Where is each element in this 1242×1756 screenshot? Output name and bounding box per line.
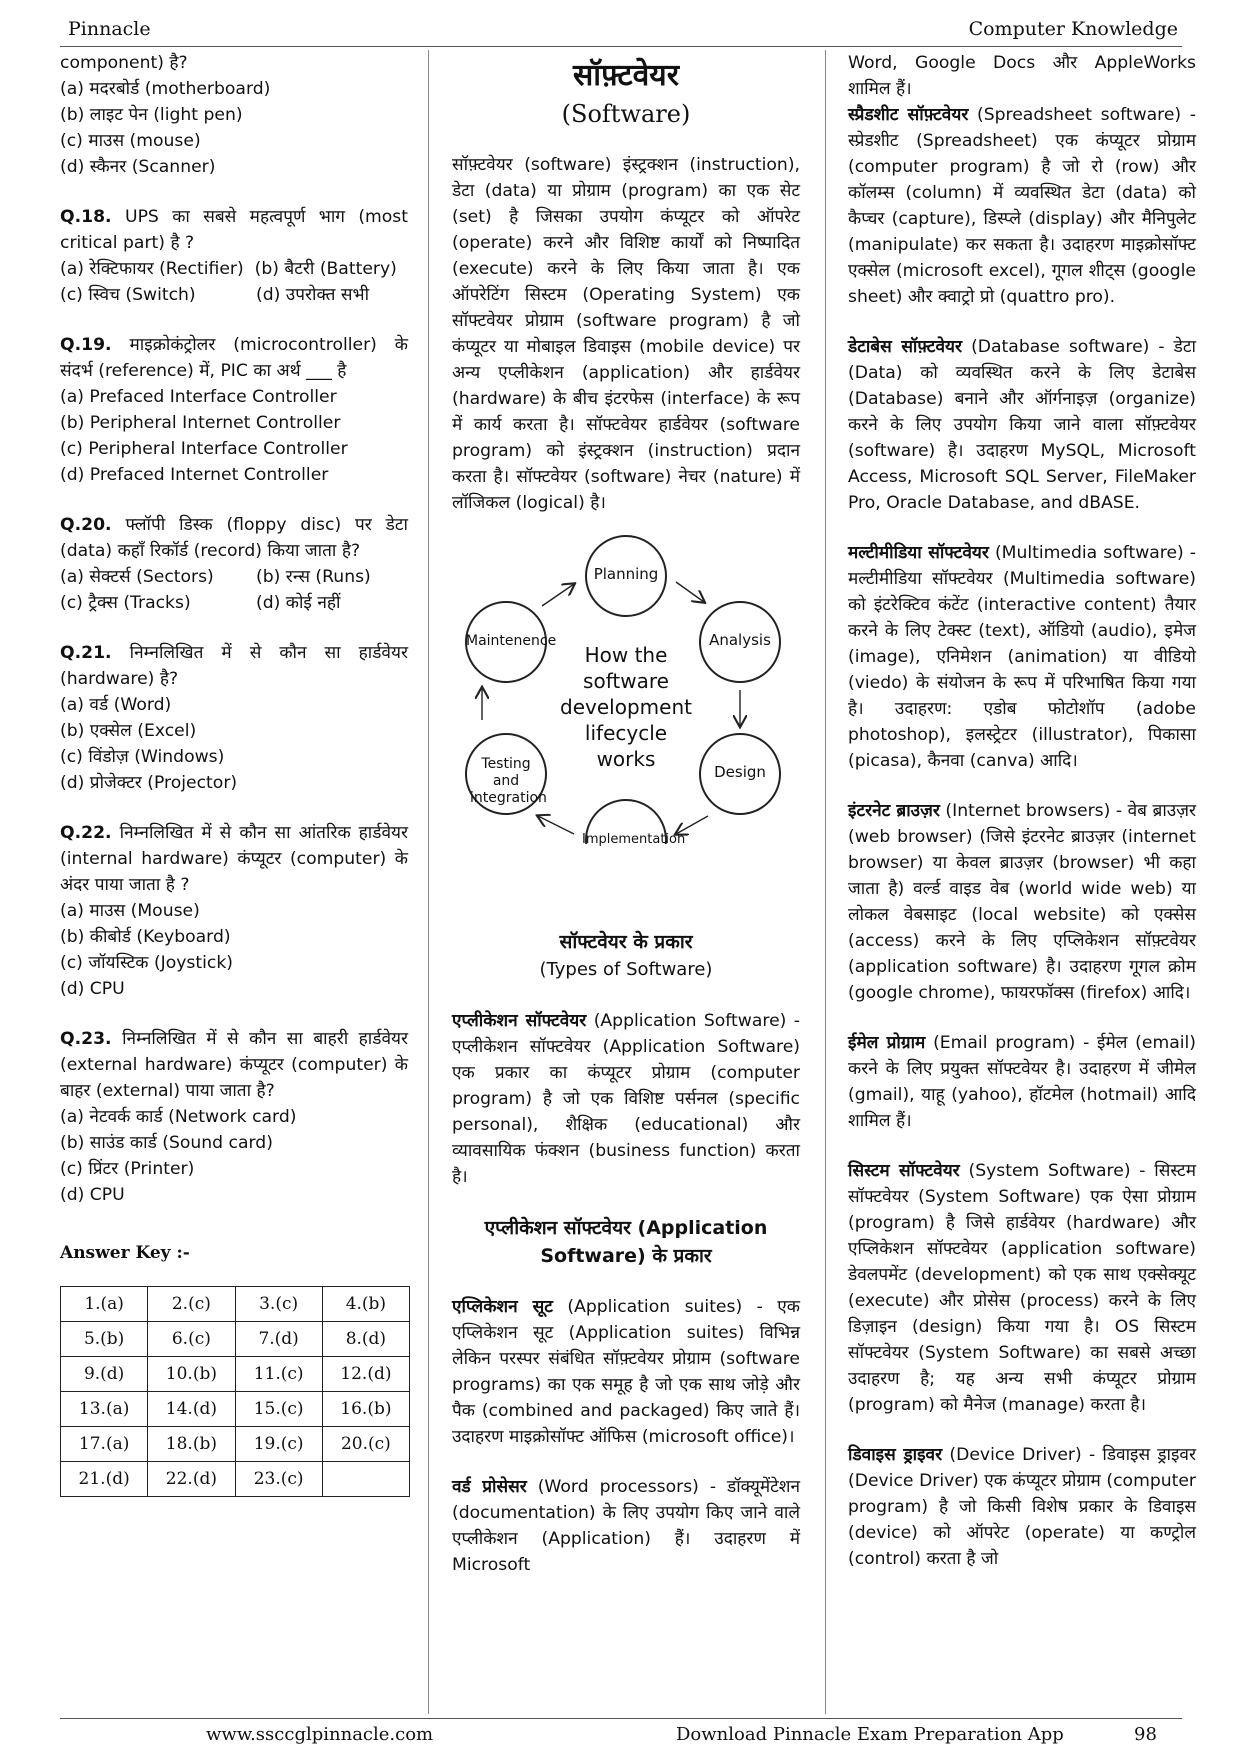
word-processors-text: (Word processors) - डॉक्यूमेंटेशन (documentation) के लिए उपयोग किए जाने वाले एप्लीकेशन (Application) हैं। उदाहरण में Microsoft (452, 1477, 800, 1575)
answer-key-cell: 6.(c) (148, 1322, 235, 1357)
q22-number: Q.22. (60, 823, 112, 843)
answer-key-cell: 7.(d) (235, 1322, 322, 1357)
q19-number: Q.19. (60, 335, 112, 355)
answer-key-cell: 21.(d) (61, 1462, 148, 1497)
q20-option: (b) रन्स (Runs) (256, 567, 371, 587)
q22-text: निम्नलिखित में से कौन सा आंतरिक हार्डवेयर (internal hardware) कंप्यूटर (computer) के अंदर पाया जाता है ? (60, 823, 409, 895)
q20-number: Q.20. (60, 515, 112, 535)
multimedia-para (848, 540, 1196, 774)
q18-options-row (60, 282, 408, 308)
answer-key-title: Answer Key :- (60, 1243, 190, 1263)
column-software-types (848, 50, 1196, 1572)
q19-option: (d) Prefaced Internet Controller (60, 465, 329, 485)
answer-key-cell: 18.(b) (148, 1427, 235, 1462)
answer-key-cell: 10.(b) (148, 1357, 235, 1392)
q23-option: (d) CPU (60, 1185, 125, 1205)
answer-key-cell: 14.(d) (148, 1392, 235, 1427)
q20-options-row (60, 564, 408, 590)
q18-option: (b) बैटरी (Battery) (254, 259, 397, 279)
q18-options-row (60, 256, 408, 282)
q19-option: (a) Prefaced Interface Controller (60, 387, 337, 407)
application-types-title: एप्लीकेशन सॉफ्टवेयर (Application Software) के प्रकार (484, 1217, 768, 1267)
answer-key-cell: 1.(a) (61, 1287, 148, 1322)
internet-browsers-para (848, 798, 1196, 1006)
answer-key-cell: 11.(c) (235, 1357, 322, 1392)
application-suites-heading: एप्लिकेशन सूट (452, 1297, 553, 1317)
answer-key-row (61, 1322, 410, 1357)
q20-question (60, 512, 408, 564)
q20-option: (a) सेक्टर्स (Sectors) (60, 567, 214, 587)
node-maintenence: Maintenence (466, 633, 557, 649)
q21-option: (a) वर्ड (Word) (60, 695, 172, 715)
q18-question (60, 204, 408, 256)
types-subtitle: (Types of Software) (539, 959, 713, 980)
word-processors-heading: वर्ड प्रोसेसर (452, 1477, 527, 1497)
word-processors-para (452, 1474, 800, 1578)
answer-key-cell: 17.(a) (61, 1427, 148, 1462)
software-intro: सॉफ़्टवेयर (software) इंस्ट्रक्शन (instruction), डेटा (data) या प्रोग्राम (program) का एक सेट (set) है जिसका उपयोग कंप्यूटर को ऑपरेट (operate) करने और विशिष्ट कार्यों को निष्पादित (execute) करने के लिए किया जाता है। एक ऑपरेटिंग सिस्टम (Operating System) एक सॉफ्टवेयर प्रोग्राम (software program) है जो कंप्यूटर या मोबाइल डिवाइस (mobile device) पर अन्य एप्लीकेशन (application) और हार्डवेयर (hardware) के बीच इंटरफेस (interface) के रूप में कार्य करता है। सॉफ्टवेयर हार्डवेयर (software program) को इंस्ट्रक्शन (instruction) प्रदान करता है। सॉफ्टवेयर (software) नेचर (nature) में लॉजिकल (logical) है। (452, 155, 800, 513)
footer-rule (60, 1718, 1182, 1719)
header-right: Computer Knowledge (968, 18, 1178, 40)
diagram-center-text: How the software development lifecycle works (560, 643, 692, 771)
column-divider-2 (825, 50, 826, 1714)
system-software-heading: सिस्टम सॉफ्टवेयर (848, 1161, 960, 1181)
q22-option: (c) जॉयस्टिक (Joystick) (60, 953, 234, 973)
multimedia-heading: मल्टीमीडिया सॉफ्टवेयर (848, 543, 989, 563)
word-processors-tail: Word, Google Docs और AppleWorks शामिल हैं। (848, 53, 1196, 99)
q22-option: (a) माउस (Mouse) (60, 901, 200, 921)
answer-key-cell: 12.(d) (322, 1357, 409, 1392)
device-driver-text: (Device Driver) - डिवाइस ड्राइवर (Device Driver) एक कंप्यूटर प्रोग्राम (computer program) है जो किसी विशेष प्रकार के डिवाइस (device) को ऑपरेट (operate) या कण्ट्रोल (control) करता है जो (848, 1445, 1197, 1569)
q21-text: निम्नलिखित में से कौन सा हार्डवेयर (hardware) है? (60, 643, 408, 689)
answer-key-cell: 23.(c) (235, 1462, 322, 1497)
q17-option: (c) माउस (mouse) (60, 131, 201, 151)
q22-question (60, 820, 408, 898)
q18-number: Q.18. (60, 207, 112, 227)
answer-key-cell: 15.(c) (235, 1392, 322, 1427)
q18-option: (c) स्विच (Switch) (60, 285, 196, 305)
answer-key-cell: 8.(d) (322, 1322, 409, 1357)
node-analysis: Analysis (709, 631, 771, 649)
column-software (452, 50, 800, 1578)
node-design: Design (714, 763, 766, 781)
q21-option: (b) एक्सेल (Excel) (60, 721, 197, 741)
answer-key-cell: 9.(d) (61, 1357, 148, 1392)
answer-key-cell: 19.(c) (235, 1427, 322, 1462)
application-suites-text: (Application suites) - एक एप्लिकेशन सूट (Application suites) विभिन्न लेकिन परस्पर संबंधित सॉफ़्टवेयर प्रोग्राम (software programs) का एक समूह है जो एक साथ जोड़े और पैक (combined and packaged) किए जाते हैं। उदाहरण माइक्रोसॉफ्ट ऑफिस (microsoft office)। (452, 1297, 800, 1447)
multimedia-text: (Multimedia software) - मल्टीमीडिया सॉफ्टवेयर (Multimedia software) को इंटरेक्टिव कंटेंट (interactive content) तैयार करने के लिए टेक्स्ट (text), ऑडियो (audio), इमेज (image), एनिमेशन (animation) या वीडियो (viedo) के संयोजन के रूप में परिभाषित किया गया है। उदाहरण: एडोब फोटोशॉप (adobe photoshop), इलस्ट्रेटर (illustrator), पिकासा (picasa), कैनवा (canva) आदि। (848, 543, 1196, 771)
q18-option: (d) उपरोक्त सभी (256, 285, 370, 305)
system-software-text: (System Software) - सिस्टम सॉफ्टवेयर (System Software) एक ऐसा प्रोग्राम (program) है जिसे हार्डवेयर (hardware) और एप्लिकेशन सॉफ्टवेयर (application software) डेवलपमेंट (development) को एक साथ एक्सेक्यूट (execute) और प्रोसेस (process) करने के लिए डिज़ाइन (design) किया गया है। OS सिस्टम सॉफ्टवेयर (System Software) का सबसे अच्छा उदाहरण है; यह अन्य सभी कंप्यूटर प्रोग्राम (program) को मैनेज (manage) करता है। (848, 1161, 1196, 1415)
q21-option: (c) विंडोज़ (Windows) (60, 747, 225, 767)
page-number: 98 (1134, 1724, 1157, 1745)
q20-option: (c) ट्रैक्स (Tracks) (60, 593, 191, 613)
q23-option: (b) साउंड कार्ड (Sound card) (60, 1133, 273, 1153)
answer-key-cell: 4.(b) (322, 1287, 409, 1322)
database-heading: डेटाबेस सॉफ़्टवेयर (848, 337, 963, 357)
footer-app: Download Pinnacle Exam Preparation App (676, 1724, 1064, 1745)
answer-key-row (61, 1287, 410, 1322)
sdlc-diagram (452, 534, 800, 847)
q23-option: (a) नेटवर्क कार्ड (Network card) (60, 1107, 297, 1127)
q23-question (60, 1026, 408, 1104)
system-software-para (848, 1158, 1196, 1418)
answer-key-cell: 22.(d) (148, 1462, 235, 1497)
q21-number: Q.21. (60, 643, 112, 663)
application-software-heading: एप्लीकेशन सॉफ्टवेयर (452, 1011, 587, 1031)
email-program-text: (Email program) - ईमेल (email) करने के लिए प्रयुक्त सॉफ्टवेयर है। उदाहरण में जीमेल (gmail), याहू (yahoo), हॉटमेल (hotmail) आदि शामिल हैं। (848, 1033, 1196, 1131)
device-driver-heading: डिवाइस ड्राइवर (848, 1445, 943, 1465)
node-implementation: Implementation (582, 832, 686, 847)
column-divider-1 (428, 50, 429, 1714)
section-subtitle: (Software) (561, 100, 691, 128)
q20-text: फ्लॉपी डिस्क (floppy disc) पर डेटा (data) कहाँ रिकॉर्ड (record) किया जाता है? (60, 515, 408, 561)
section-title: सॉफ़्टवेयर (573, 58, 679, 93)
application-software-para (452, 1008, 800, 1190)
q17-tail: component) है? (60, 53, 188, 73)
q20-option: (d) कोई नहीं (256, 593, 341, 613)
q21-option: (d) प्रोजेक्टर (Projector) (60, 773, 238, 793)
answer-key-cell: 13.(a) (61, 1392, 148, 1427)
answer-key-table (60, 1286, 410, 1497)
database-text: (Database software) - डेटा (Data) को व्यवस्थित करने के लिए डेटाबेस (Database) बनाने और ऑर्गनाइज़ (organize) करने के लिए उपयोग किया जाने वाला सॉफ़्टवेयर (software) है। उदाहरण MySQL, Microsoft Access, Microsoft SQL Server, FileMaker Pro, Oracle Database, and dBASE. (848, 337, 1196, 513)
q19-option: (b) Peripheral Internet Controller (60, 413, 341, 433)
header-left: Pinnacle (68, 18, 151, 40)
answer-key-cell: 5.(b) (61, 1322, 148, 1357)
q20-options-row (60, 590, 408, 616)
footer-website: www.ssccglpinnacle.com (206, 1724, 434, 1745)
q22-option: (b) कीबोर्ड (Keyboard) (60, 927, 231, 947)
q17-option: (a) मदरबोर्ड (motherboard) (60, 79, 271, 99)
node-testing: Testing and integration (470, 756, 547, 806)
answer-key-row (61, 1427, 410, 1462)
node-planning: Planning (593, 565, 659, 583)
q23-text: निम्नलिखित में से कौन सा बाहरी हार्डवेयर (external hardware) कंप्यूटर (computer) के बाहर (external) पाया जाता है? (60, 1029, 408, 1101)
device-driver-para (848, 1442, 1196, 1572)
header-rule (60, 46, 1182, 47)
q19-question (60, 332, 408, 384)
column-questions (60, 50, 408, 1497)
types-title: सॉफ्टवेयर के प्रकार (559, 931, 693, 953)
answer-key-row (61, 1462, 410, 1497)
application-software-text: (Application Software) - एप्लीकेशन सॉफ्टवेयर (Application Software) एक प्रकार का कंप्यूटर प्रोग्राम (computer program) है जो एक विशिष्ट पर्सनल (specific personal), शैक्षिक (educational) और व्यावसायिक फंक्शन (business function) करता है। (452, 1011, 800, 1187)
internet-browsers-heading: इंटरनेट ब्राउज़र (848, 801, 940, 821)
answer-key-cell (322, 1462, 409, 1497)
q17-option: (b) लाइट पेन (light pen) (60, 105, 243, 125)
application-suites-para (452, 1294, 800, 1450)
answer-key-row (61, 1357, 410, 1392)
email-program-para (848, 1030, 1196, 1134)
q17-option: (d) स्कैनर (Scanner) (60, 157, 216, 177)
q21-question (60, 640, 408, 692)
q23-number: Q.23. (60, 1029, 112, 1049)
internet-browsers-text: (Internet browsers) - वेब ब्राउज़र (web browser) (जिसे इंटरनेट ब्राउज़र (internet browser) या केवल ब्राउज़र (browser) भी कहा जाता है) वर्ल्ड वाइड वेब (world wide web) या लोकल वेबसाइट (local website) को एक्सेस (access) करने के लिए एप्लिकेशन सॉफ़्टवेयर (application software) है। उदाहरण गूगल क्रोम (google chrome), फायरफॉक्स (firefox) आदि। (848, 801, 1196, 1003)
q18-option: (a) रेक्टिफायर (Rectifier) (60, 259, 244, 279)
spreadsheet-heading: स्प्रैडशीट सॉफ़्टवेयर (848, 105, 969, 125)
q23-option: (c) प्रिंटर (Printer) (60, 1159, 195, 1179)
q19-option: (c) Peripheral Interface Controller (60, 439, 348, 459)
q22-option: (d) CPU (60, 979, 125, 999)
database-para (848, 334, 1196, 516)
answer-key-cell: 2.(c) (148, 1287, 235, 1322)
spreadsheet-text: (Spreadsheet software) - स्प्रेडशीट (Spreadsheet) एक कंप्यूटर प्रोग्राम (computer program) है जो रो (row) और कॉलम्स (column) में व्यवस्थित डेटा (data) को कैप्चर (capture), डिस्प्ले (display) और मैनिपुलेट (manipulate) कर सकता है। उदाहरण माइक्रोसॉफ्ट एक्सेल (microsoft excel), गूगल शीट्स (google sheet) और क्वाट्रो प्रो (quattro pro). (848, 105, 1196, 307)
spreadsheet-para (848, 102, 1196, 310)
email-program-heading: ईमेल प्रोग्राम (848, 1033, 926, 1053)
q18-text: UPS का सबसे महत्वपूर्ण भाग (most critical part) है ? (60, 207, 409, 253)
answer-key-cell: 16.(b) (322, 1392, 409, 1427)
answer-key-row (61, 1392, 410, 1427)
q19-text: माइक्रोकंट्रोलर (microcontroller) के संदर्भ (reference) में, PIC का अर्थ ___ है (60, 335, 408, 381)
answer-key-cell: 3.(c) (235, 1287, 322, 1322)
answer-key-cell: 20.(c) (322, 1427, 409, 1462)
